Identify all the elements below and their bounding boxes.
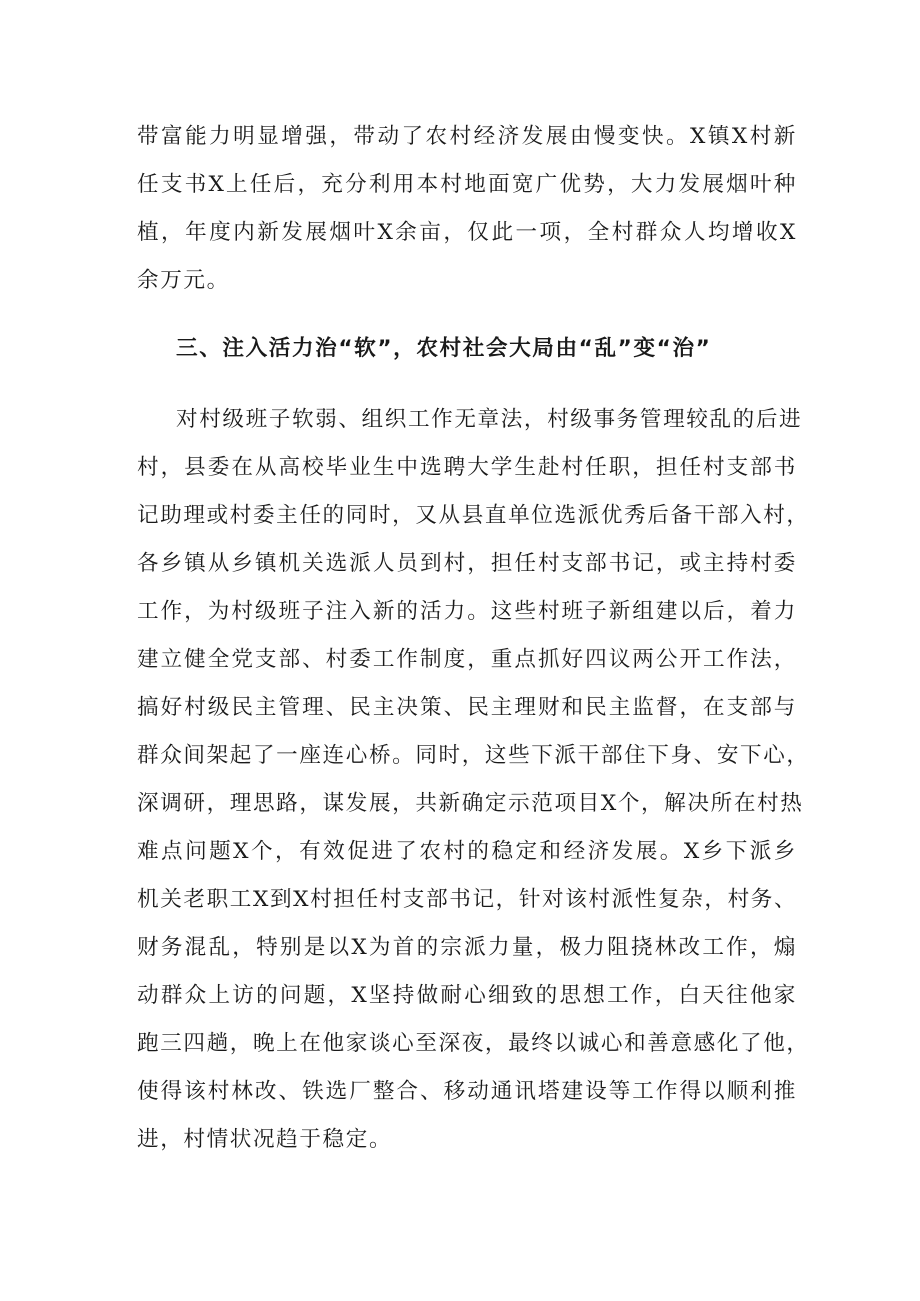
paragraph-line: 搞好村级民主管理、民主决策、民主理财和民主监督，在支部与 xyxy=(137,695,797,720)
paragraph-line: 跑三四趟，晚上在他家谈心至深夜，最终以诚心和善意感化了他， xyxy=(137,1031,810,1056)
paragraph-line: 难点问题X个，有效促进了农村的稳定和经济发展。X乡下派乡 xyxy=(137,839,797,864)
paragraph-line: 余万元。 xyxy=(137,268,230,293)
section-heading: 三、注入活力治“软”，农村社会大局由“乱”变“治” xyxy=(176,336,712,361)
paragraph-line: 任支书X上任后，充分利用本村地面宽广优势，大力发展烟叶种 xyxy=(137,172,797,197)
paragraph-line: 使得该村林改、铁选厂整合、移动通讯塔建设等工作得以顺利推 xyxy=(137,1079,797,1104)
paragraph-line: 动群众上访的问题，X坚持做耐心细致的思想工作，白天往他家 xyxy=(137,983,797,1008)
paragraph-line: 带富能力明显增强，带动了农村经济发展由慢变快。X镇X村新 xyxy=(137,124,797,149)
paragraph-line: 群众间架起了一座连心桥。同时，这些下派干部住下身、安下心， xyxy=(137,743,810,768)
paragraph-line: 进，村情状况趋于稳定。 xyxy=(137,1127,393,1152)
paragraph-line: 村，县委在从高校毕业生中选聘大学生赴村任职，担任村支部书 xyxy=(137,455,797,480)
paragraph-line: 各乡镇从乡镇机关选派人员到村，担任村支部书记，或主持村委 xyxy=(137,551,797,576)
paragraph-line: 深调研，理思路，谋发展，共新确定示范项目X个，解决所在村热 xyxy=(137,791,804,816)
paragraph-line: 建立健全党支部、村委工作制度，重点抓好四议两公开工作法， xyxy=(137,647,797,672)
paragraph-line: 记助理或村委主任的同时，又从县直单位选派优秀后备干部入村， xyxy=(137,503,810,528)
paragraph-line: 财务混乱，特别是以X为首的宗派力量，极力阻挠林改工作，煽 xyxy=(137,935,797,960)
paragraph-line: 工作，为村级班子注入新的活力。这些村班子新组建以后，着力 xyxy=(137,599,797,624)
paragraph-line: 植，年度内新发展烟叶X余亩，仅此一项，全村群众人均增收X xyxy=(137,220,797,245)
paragraph-line: 机关老职工X到X村担任村支部书记，针对该村派性复杂，村务、 xyxy=(137,887,798,912)
paragraph-line: 对村级班子软弱、组织工作无章法，村级事务管理较乱的后进 xyxy=(176,407,803,432)
